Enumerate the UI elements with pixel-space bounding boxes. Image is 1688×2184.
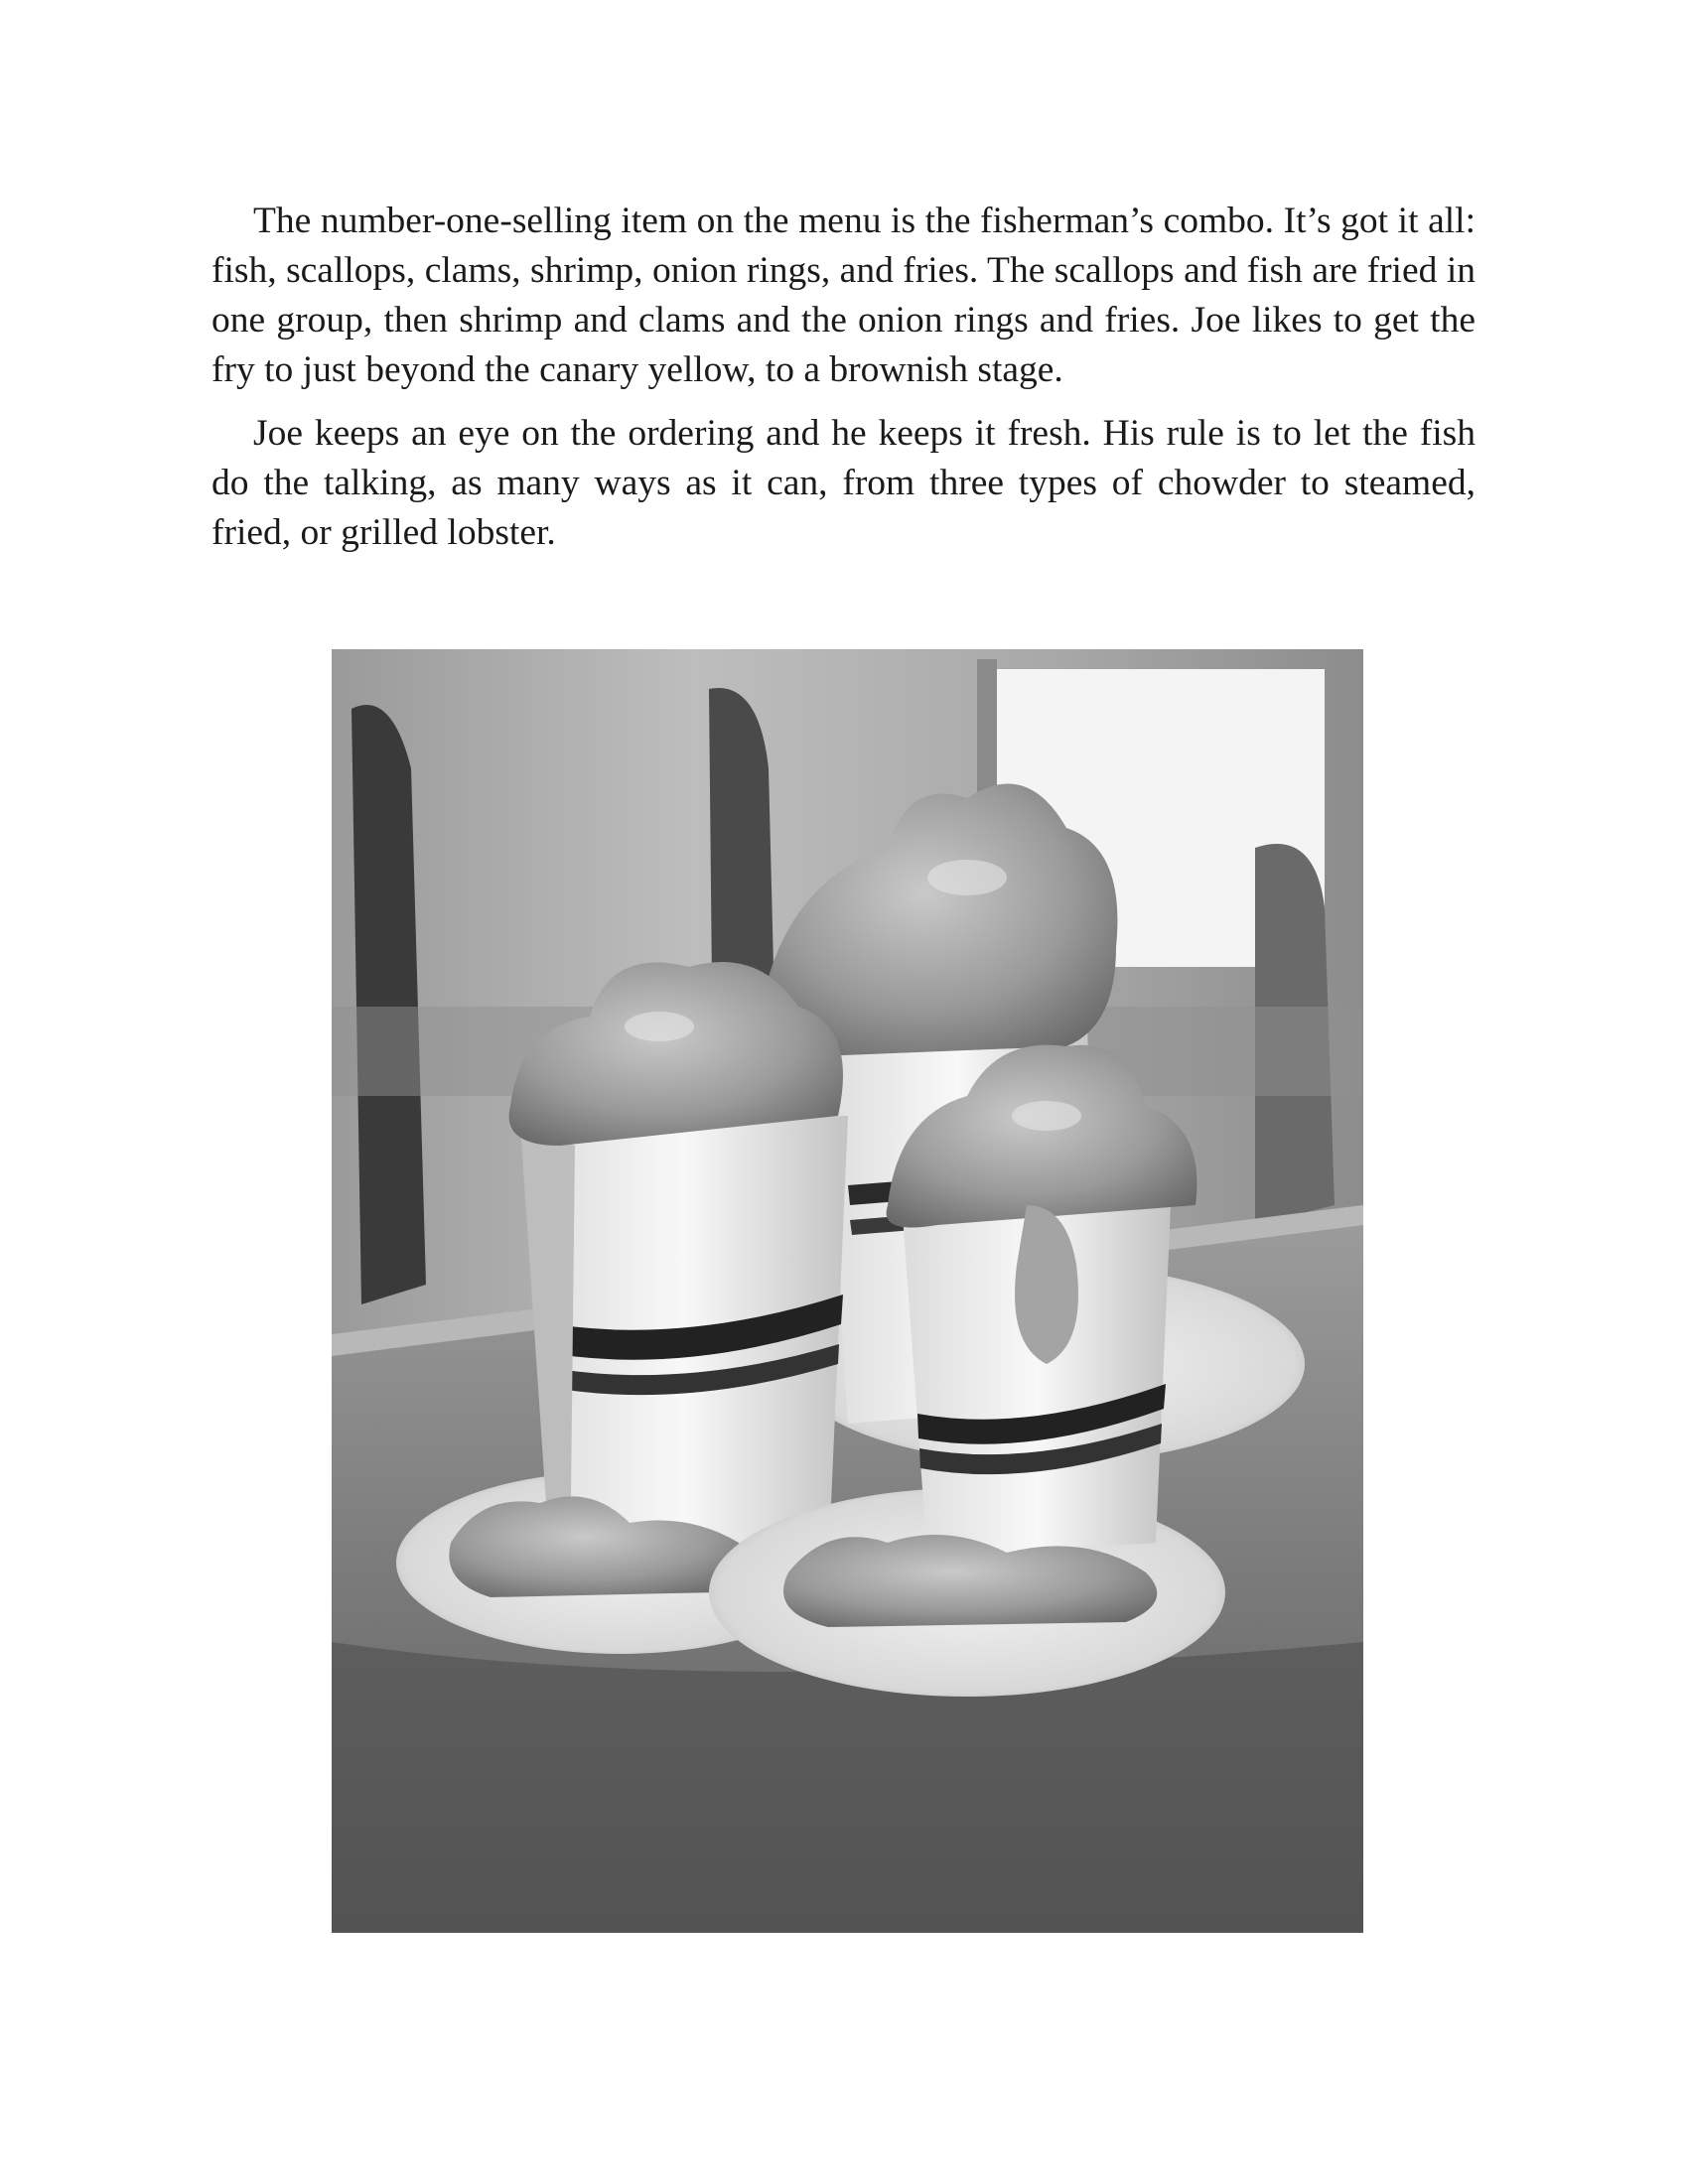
body-text <box>211 197 1476 572</box>
photo-illustration <box>332 649 1363 1933</box>
photo-fried-seafood <box>332 649 1363 1933</box>
paragraph-ordering-fresh: Joe keeps an eye on the ordering and he keeps it fresh. His rule is to let the fish do the talking, as many ways as it can, from three types of chowder to steamed, fried, or grilled lobster. <box>211 413 1476 553</box>
paragraph-fisherman-combo: The number-one-selling item on the menu is the fisherman’s combo. It’s got it all: fish, scallops, clams, shrimp, onion rings, and fries. The scallops and fish are fried in one group, then shrimp and clams and the onion rings and fries. Joe likes to get the fry to just beyond the canary yellow, to a brownish stage. <box>211 201 1476 390</box>
